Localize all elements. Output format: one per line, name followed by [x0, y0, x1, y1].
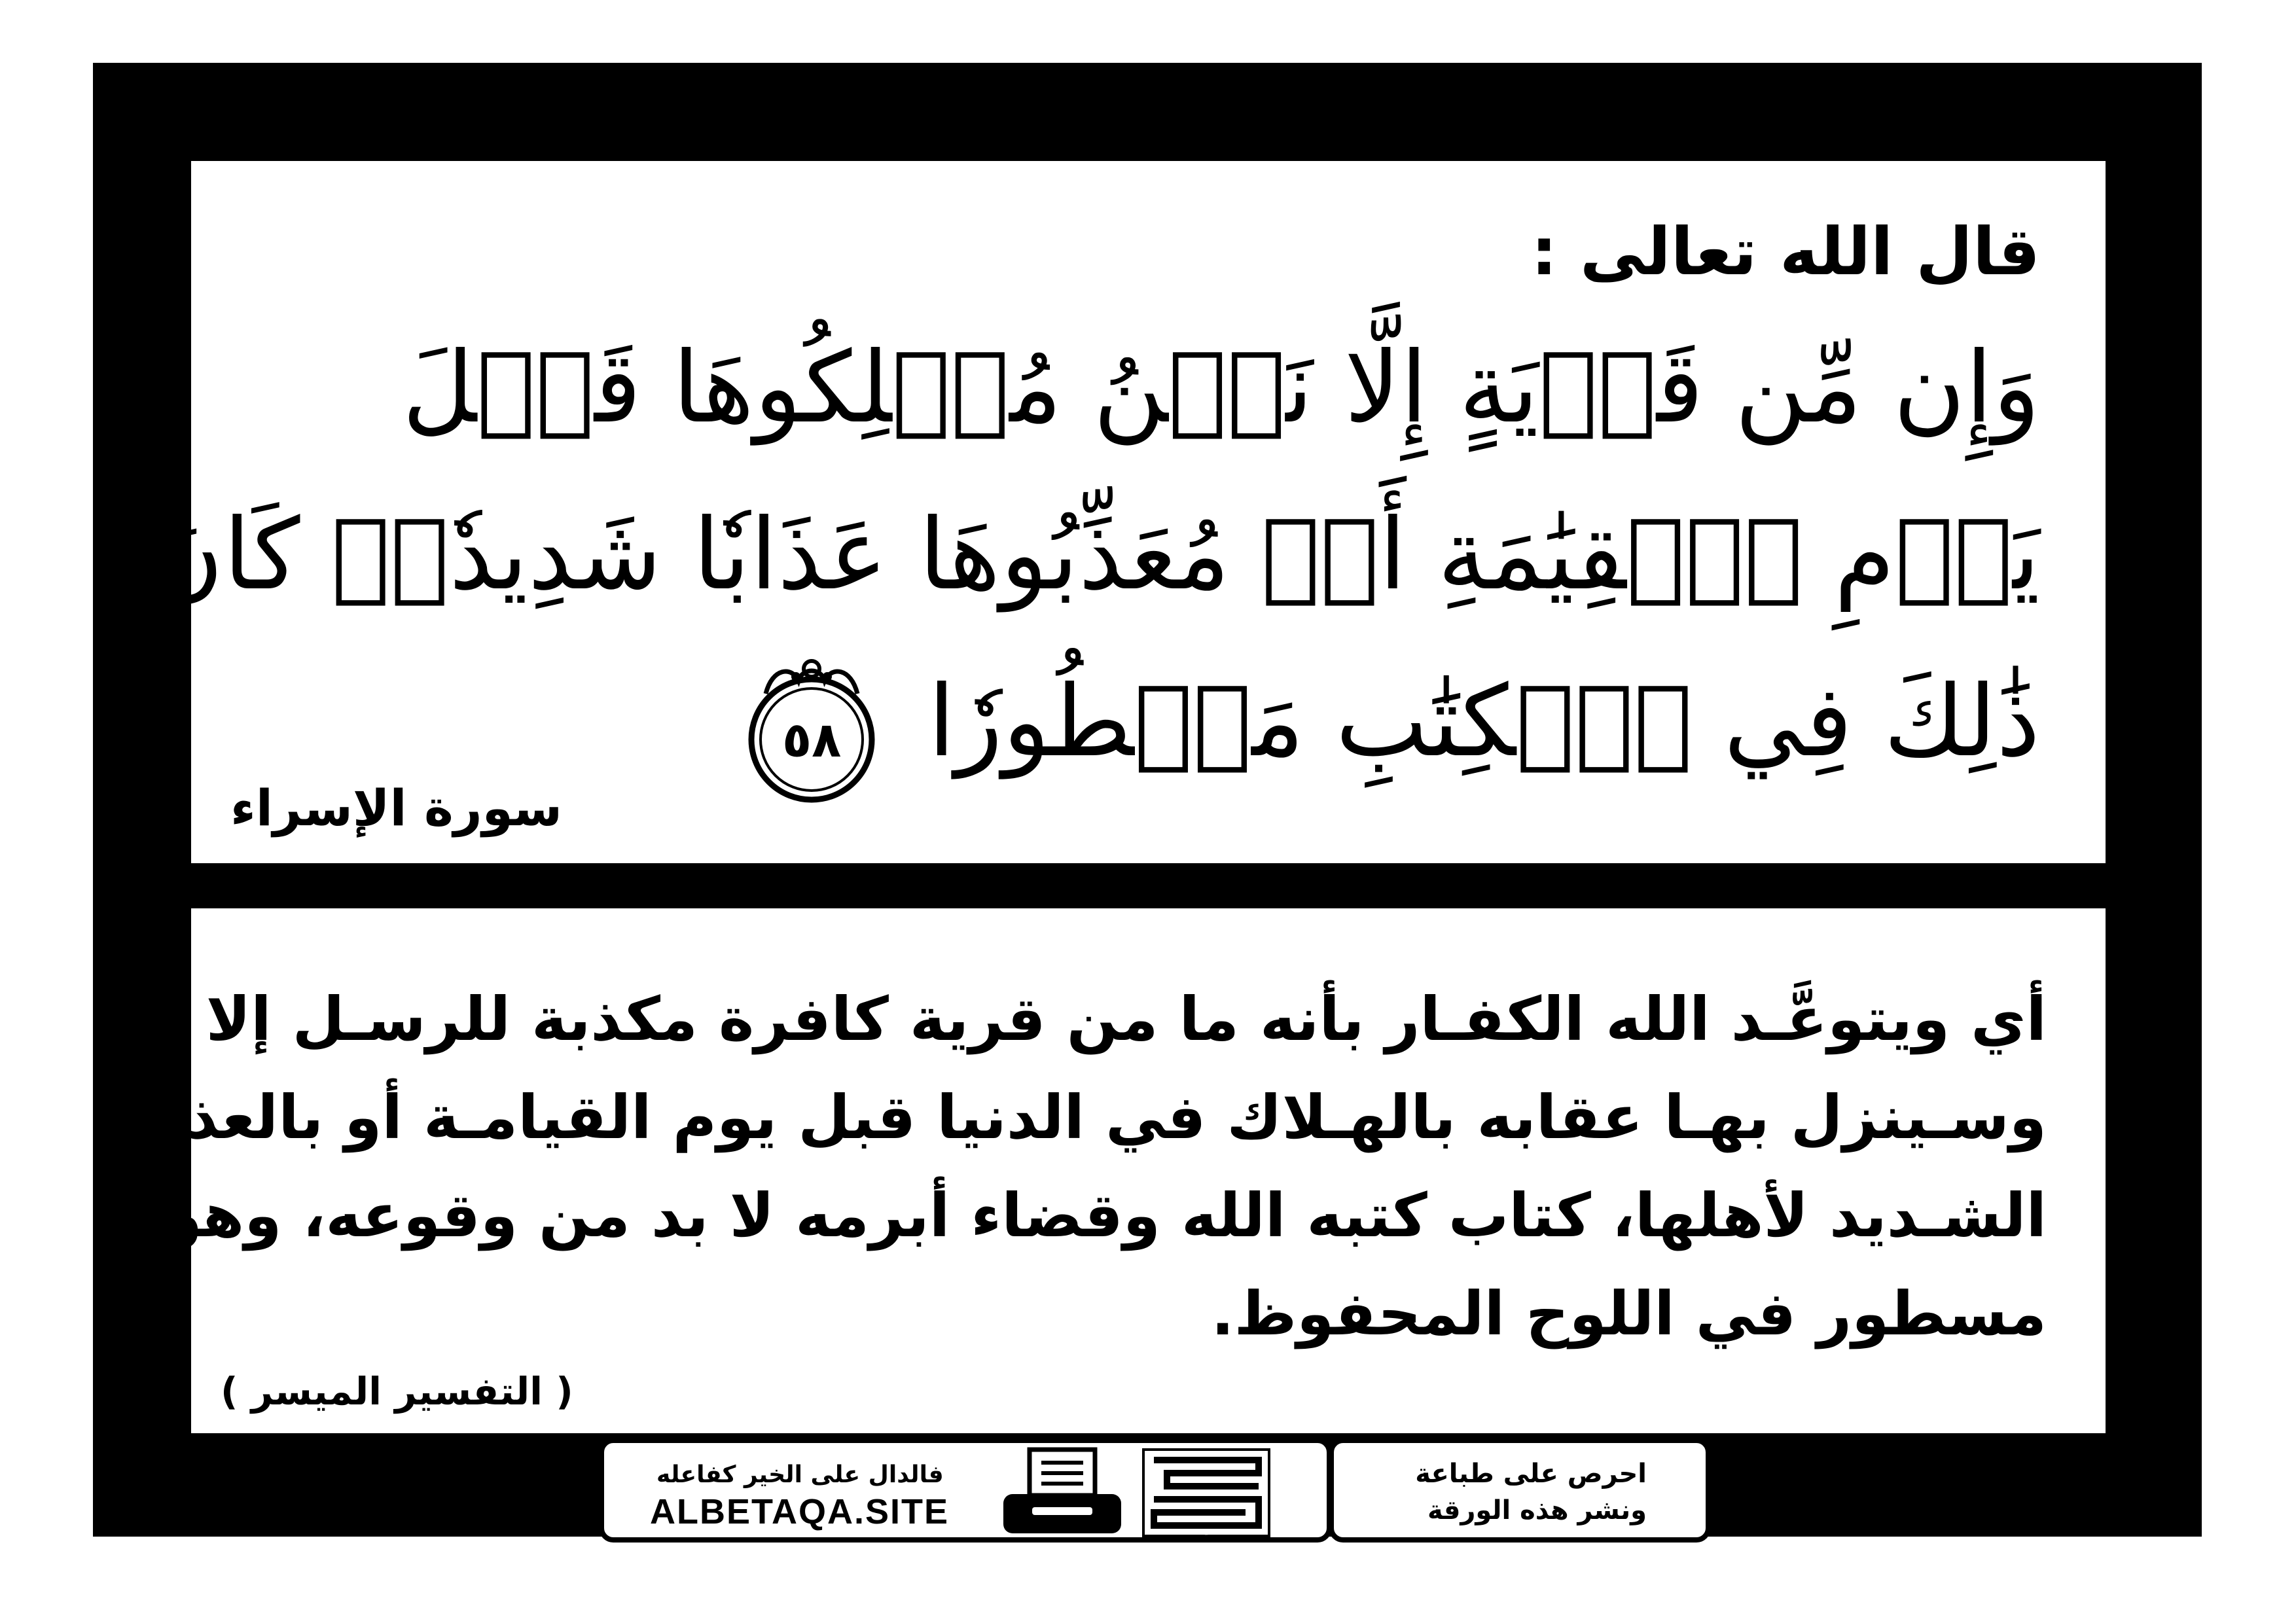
footer-notice-box [1329, 1438, 1711, 1543]
print-notice-line-2: ونشر هذه الورقة [1427, 1495, 1647, 1525]
verse-line-2: يَوۡمِ ٱلۡقِيَٰمَةِ أَوۡ مُعَذِّبُوهَا عَذَابٗا شَدِيدٗاۚ كَانَ [151, 498, 2040, 612]
verse-line-3-text: ذَٰلِكَ فِي ٱلۡكِتَٰبِ مَسۡطُورٗا [927, 665, 2040, 779]
site-name[interactable]: ALBETAQA.SITE [650, 1492, 949, 1531]
printer-icon [997, 1447, 1128, 1539]
tafsir-line-1: أي ويتوعَّـد الله الكفـار بأنه ما من قرية كافرة مكذبة للرسـل إلا [206, 984, 2047, 1054]
tafsir-line-3: الشـديد لأهلها، كتاب كتبه الله وقضاء أبرمه لا بد من وقوعه، وهو [164, 1181, 2047, 1251]
logo-text: دعوة الورقة [1204, 1535, 1208, 1536]
ayah-end-marker [746, 654, 877, 805]
verse-line-1: وَإِن مِّن قَرۡيَةٍ إِلَّا نَحۡنُ مُهۡلِكُوهَا قَبۡلَ [402, 331, 2040, 445]
quran-verse [151, 305, 2040, 806]
tafsir-line-2: وسـينزل بهـا عقابه بالهـلاك في الدنيا قبل يوم القيامـة أو بالعذاب [105, 1082, 2047, 1152]
print-notice-line-1: احرص على طباعة [1415, 1459, 1647, 1489]
verse-panel [151, 161, 2106, 863]
footer-site-box [599, 1438, 1332, 1543]
surah-name: سورة الإسراء [230, 779, 563, 837]
tafsir-source: ( التفسير الميسر ) [221, 1369, 573, 1414]
tafsir-text [105, 971, 2047, 1363]
tafsir-panel [105, 908, 2106, 1433]
verse-intro: قال الله تعالى : [1531, 213, 2040, 290]
site-tagline: فالدال على الخير كفاعله [656, 1461, 944, 1488]
dawa-logo-icon [1141, 1447, 1272, 1539]
tafsir-line-4: مسطور في اللوح المحفوظ. [1211, 1279, 2047, 1349]
ayah-number: ٥٨ [781, 712, 842, 769]
